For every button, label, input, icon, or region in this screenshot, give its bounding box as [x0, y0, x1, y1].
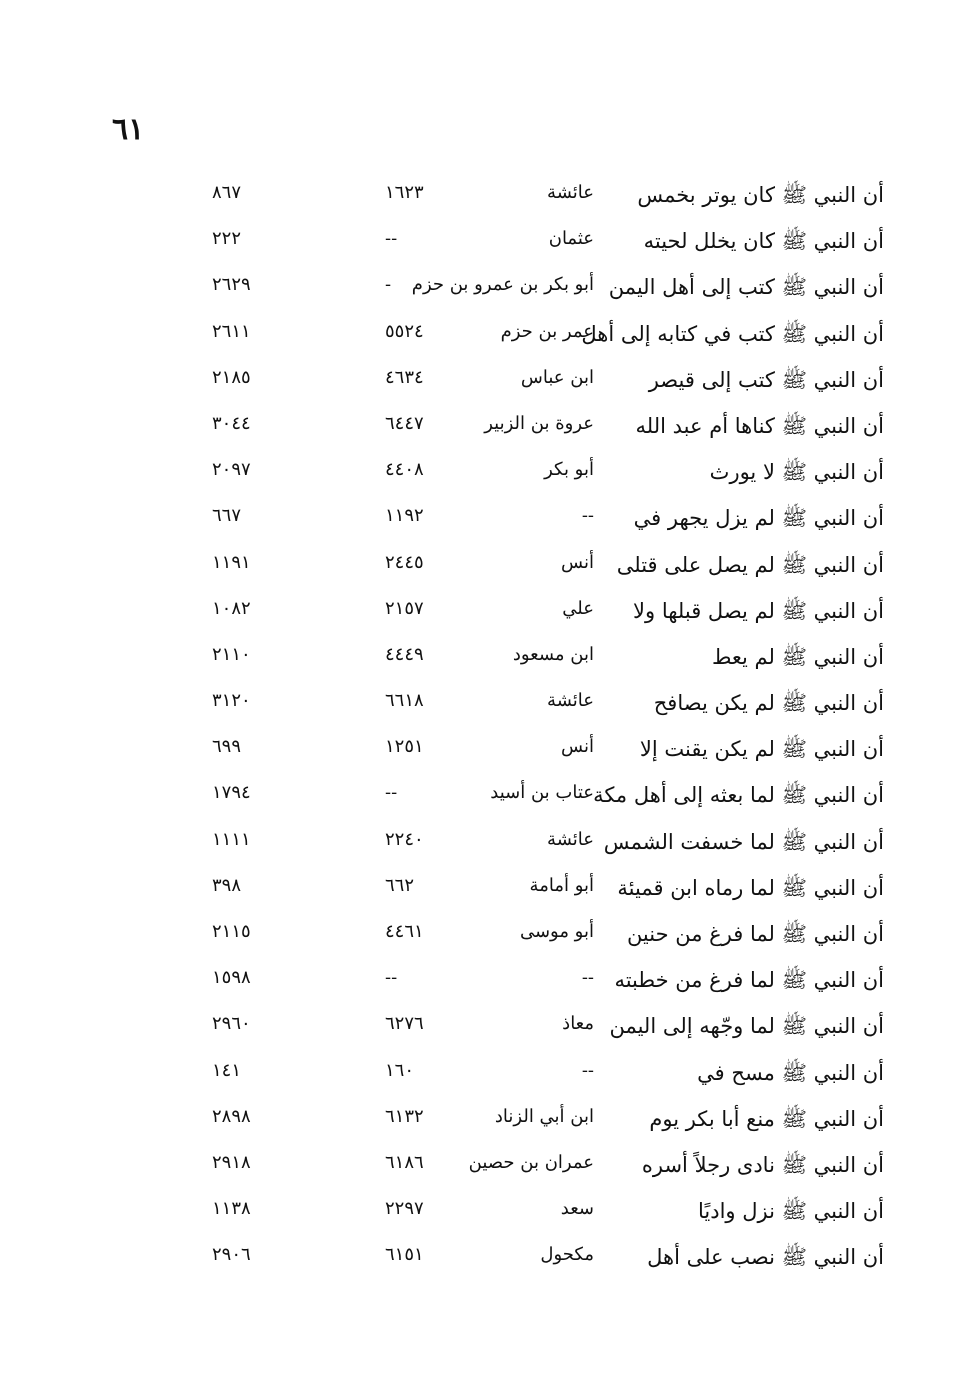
- narrator: معاذ: [562, 1013, 594, 1035]
- narrator: --: [581, 505, 594, 527]
- page-number: ٦١: [112, 112, 145, 147]
- page-ref: ١٤١: [212, 1059, 242, 1081]
- page-ref: ١٧٩٤: [212, 782, 251, 804]
- page-ref: ٨٦٧: [212, 182, 242, 203]
- page-ref: ٦٩٩: [212, 736, 242, 758]
- hadith-number: --: [385, 967, 398, 989]
- page-ref: ٢٩٠٦: [212, 1244, 251, 1266]
- hadith-text: أن النبي ﷺ لم يزل يجهر في: [633, 506, 884, 531]
- table-row: [0, 222, 956, 268]
- page-ref: ٦٦٧: [212, 505, 242, 527]
- table-row: [0, 1192, 956, 1238]
- index-table: [0, 176, 956, 1285]
- hadith-text: أن النبي ﷺ كان يوتر بخمس: [637, 183, 884, 207]
- page-ref: ٢١٨٥: [212, 366, 251, 388]
- page-ref: ١١١١: [212, 828, 251, 850]
- hadith-number: ١١٩٢: [385, 505, 424, 527]
- hadith-number: ٦٢٧٦: [385, 1013, 424, 1035]
- hadith-text: أن النبي ﷺ لما فرغ من خطبته: [614, 968, 884, 993]
- narrator: سعد: [560, 1198, 594, 1220]
- hadith-text: أن النبي ﷺ لم يصل على قتلى: [616, 552, 884, 577]
- hadith-number: ١٦٠: [385, 1059, 415, 1081]
- page-ref: ١٥٩٨: [212, 967, 251, 989]
- narrator: عائشة: [547, 690, 594, 712]
- page-ref: ٣٩٨: [212, 874, 242, 896]
- table-row: [0, 453, 956, 499]
- hadith-number: ٥٥٢٤: [385, 320, 424, 342]
- page-ref: ٢٦٢٩: [212, 274, 251, 296]
- hadith-number: ٦١٨٦: [385, 1151, 424, 1173]
- hadith-number: ٤٤٠٨: [385, 459, 424, 481]
- hadith-number: ٢٢٤٠: [385, 828, 424, 850]
- table-row: [0, 268, 956, 314]
- hadith-number: ٤٤٦١: [385, 921, 424, 942]
- hadith-text: أن النبي ﷺ نصب على أهل: [647, 1245, 884, 1270]
- hadith-number: ٤٦٣٤: [385, 366, 424, 388]
- table-row: [0, 1007, 956, 1053]
- narrator: علي: [562, 597, 594, 619]
- hadith-text: أن النبي ﷺ مسح في: [697, 1060, 884, 1085]
- narrator: عائشة: [547, 182, 594, 203]
- table-row: [0, 1100, 956, 1146]
- hadith-text: أن النبي ﷺ كناها أم عبد الله: [635, 413, 884, 438]
- page-ref: ٣١٢٠: [212, 690, 251, 712]
- narrator: عروة بن الزبير: [484, 412, 594, 434]
- hadith-text: أن النبي ﷺ لما رماه ابن قميئة: [617, 875, 884, 900]
- hadith-number: ٢١٥٧: [385, 597, 424, 619]
- page-ref: ٢٨٩٨: [212, 1105, 251, 1127]
- table-row: [0, 176, 956, 222]
- hadith-number: ٦١٥١: [385, 1244, 424, 1266]
- table-row: [0, 684, 956, 730]
- table-row: [0, 592, 956, 638]
- narrator: ابن عباس: [520, 366, 594, 388]
- table-row: [0, 915, 956, 961]
- page-ref: ٢٩١٨: [212, 1151, 251, 1173]
- table-row: [0, 315, 956, 361]
- hadith-text: أن النبي ﷺ لم يكن يقنت إلا: [639, 737, 884, 762]
- hadith-number: --: [385, 782, 398, 804]
- table-row: [0, 638, 956, 684]
- narrator: عثمان: [548, 228, 594, 250]
- hadith-text: أن النبي ﷺ لما فرغ من حنين: [626, 922, 884, 946]
- narrator: أبو أمامة: [529, 874, 594, 896]
- page-ref: ٢١١٠: [212, 643, 251, 665]
- narrator: ابن مسعود: [512, 643, 594, 665]
- hadith-number: ٢٤٤٥: [385, 551, 424, 573]
- page-ref: ٢٢٢: [212, 228, 242, 250]
- narrator: عائشة: [547, 828, 594, 850]
- page-ref: ٢٩٦٠: [212, 1013, 251, 1035]
- narrator: أبو بكر: [544, 459, 594, 481]
- table-row: [0, 407, 956, 453]
- narrator: أنس: [561, 736, 594, 758]
- hadith-number: --: [385, 228, 398, 250]
- hadith-text: أن النبي ﷺ لما وجّهه إلى اليمن: [609, 1014, 884, 1039]
- narrator: أنس: [561, 551, 594, 573]
- hadith-number: ٢٢٩٧: [385, 1198, 424, 1220]
- page-ref: ١١٣٨: [212, 1198, 251, 1220]
- narrator: ابن أبي الزناد: [494, 1105, 594, 1127]
- hadith-text: أن النبي ﷺ نزل واديًا: [698, 1199, 884, 1224]
- narrator: عمر بن حزم: [500, 320, 594, 342]
- hadith-text: أن النبي ﷺ لم يكن يصافح: [653, 691, 884, 716]
- hadith-number: ٦٦٢: [385, 874, 415, 896]
- table-row: [0, 730, 956, 776]
- table-row: [0, 361, 956, 407]
- table-row: [0, 546, 956, 592]
- table-row: [0, 499, 956, 545]
- table-row: [0, 961, 956, 1007]
- hadith-number: ١٢٥١: [385, 736, 424, 758]
- hadith-number: ٦٦١٨: [385, 690, 424, 712]
- hadith-text: أن النبي ﷺ منع أبا بكر يوم: [649, 1106, 884, 1131]
- page-ref: ١٠٨٢: [212, 597, 251, 619]
- hadith-text: أن النبي ﷺ لم يعط: [711, 644, 884, 669]
- table-row: [0, 823, 956, 869]
- hadith-number: ٦١٣٢: [385, 1105, 424, 1127]
- hadith-text: أن النبي ﷺ كتب إلى قيصر: [648, 367, 884, 392]
- hadith-number: ٦٤٤٧: [385, 412, 424, 434]
- table-row: [0, 869, 956, 915]
- narrator: أبو بكر بن عمرو بن حزم: [411, 274, 594, 296]
- hadith-text: أن النبي ﷺ لا يورث: [709, 460, 884, 485]
- hadith-text: أن النبي ﷺ نادى رجلاً أسره: [641, 1152, 884, 1177]
- hadith-text: أن النبي ﷺ لما خسفت الشمس: [603, 829, 884, 854]
- table-row: [0, 1146, 956, 1192]
- narrator: مكحول: [540, 1244, 594, 1266]
- page-ref: ٣٠٤٤: [212, 412, 251, 434]
- narrator: --: [581, 1059, 594, 1081]
- narrator: عتاب بن أسيد: [490, 782, 594, 804]
- hadith-text: أن النبي ﷺ لما بعثه إلى أهل مكة: [593, 783, 884, 808]
- hadith-number: ١٦٢٣: [385, 182, 424, 203]
- narrator: عمران بن حصين: [468, 1151, 594, 1173]
- table-row: [0, 776, 956, 822]
- page-ref: ٢٠٩٧: [212, 459, 251, 481]
- table-row: [0, 1054, 956, 1100]
- page-ref: ٢٦١١: [212, 320, 251, 342]
- page-ref: ١١٩١: [212, 551, 251, 573]
- hadith-text: أن النبي ﷺ كان يخلل لحيته: [643, 229, 884, 254]
- narrator: --: [581, 967, 594, 989]
- hadith-text: أن النبي ﷺ كتب في كتابه إلى أهل: [581, 321, 884, 346]
- hadith-number: ٤٤٤٩: [385, 643, 424, 665]
- hadith-text: أن النبي ﷺ لم يصل قبلها ولا: [633, 598, 884, 623]
- table-row: [0, 1238, 956, 1284]
- page-ref: ٢١١٥: [212, 921, 251, 942]
- hadith-number: -: [385, 274, 392, 296]
- narrator: أبو موسى: [519, 921, 594, 942]
- hadith-text: أن النبي ﷺ كتب إلى أهل اليمن: [608, 275, 884, 300]
